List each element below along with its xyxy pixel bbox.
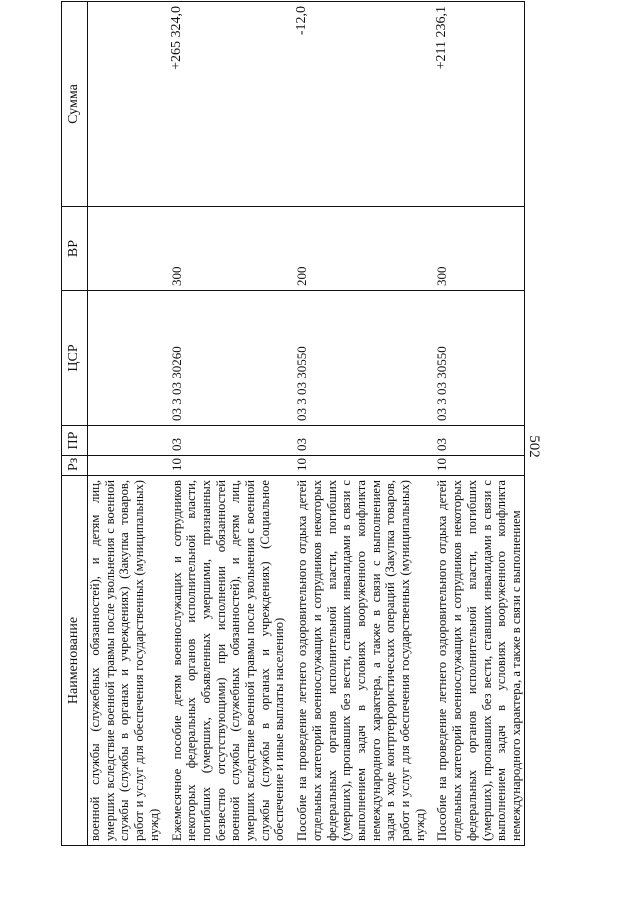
row-vr [88, 207, 162, 291]
budget-table [61, 1, 525, 846]
row-sum: -12,0 [287, 2, 427, 207]
row-sum [88, 2, 162, 207]
row-sum: +211 236,1 [427, 2, 524, 207]
header-csr: ЦСР [62, 291, 88, 426]
row-pr: 03 [287, 426, 427, 456]
row-vr: 300 [427, 207, 524, 291]
row-name: Пособие на проведение летнего оздоровительного отдыха детей отдельных категорий военнослужащих и сотрудников некоторых федеральных органов исполнительной власти, погибших (умерших), пропавших без вести, ставших инвалидами в связи с выполнением задач в условиях вооруженного конфликта немеждународного характера, а также в связи с выполнением задач в ходе контртеррористических операций (Закупка товаров, работ и услуг для обеспечения государственных (муниципальных) нужд) [287, 476, 427, 846]
table-row [162, 2, 288, 846]
row-name: Ежемесячное пособие детям военнослужащих и сотрудников некоторых федеральных органов исполнительной власти, погибших (умерших, объявленных умершими, признанных безвестно отсутствующими) при исполнении обязанностей военной службы (служебных обязанностей), и детям лиц, умерших вследствие военной травмы после увольнения с военной службы (службы в органах и учреждениях) (Социальное обеспечение и иные выплаты населению) [162, 476, 288, 846]
header-sum: Сумма [62, 2, 88, 207]
row-sum: +265 324,0 [162, 2, 288, 207]
row-name: военной службы (служебных обязанностей), и детям лиц, умерших вследствие военной травмы после увольнения с военной службы (службы в органах и учреждениях) (Закупка товаров, работ и услуг для обеспечения государственных (муниципальных) нужд) [88, 476, 162, 846]
row-pr [88, 426, 162, 456]
row-pr: 03 [162, 426, 288, 456]
table-row [287, 2, 427, 846]
header-rz: Рз [62, 456, 88, 476]
row-rz [88, 456, 162, 476]
row-csr [88, 291, 162, 426]
row-rz: 10 [427, 456, 524, 476]
header-pr: ПР [62, 426, 88, 456]
table-row [88, 2, 162, 846]
row-rz: 10 [162, 456, 288, 476]
row-rz: 10 [287, 456, 427, 476]
row-name: Пособие на проведение летнего оздоровительного отдыха детей отдельных категорий военнослужащих и сотрудников некоторых федеральных органов исполнительной власти, погибших (умерших), пропавших без вести, ставших инвалидами в связи с выполнением задач в условиях вооруженного конфликта немеждународного характера, а также в связи с выполнением [427, 476, 524, 846]
table-row [427, 2, 524, 846]
row-pr: 03 [427, 426, 524, 456]
header-vr: ВР [62, 207, 88, 291]
page-number: 502 [525, 435, 542, 458]
table-header-row [62, 2, 88, 846]
rotated-page-content [61, 2, 583, 846]
row-csr: 03 3 03 30550 [427, 291, 524, 426]
row-vr: 300 [162, 207, 288, 291]
row-csr: 03 3 03 30550 [287, 291, 427, 426]
header-name: Наименование [62, 476, 88, 846]
row-vr: 200 [287, 207, 427, 291]
row-csr: 03 3 03 30260 [162, 291, 288, 426]
